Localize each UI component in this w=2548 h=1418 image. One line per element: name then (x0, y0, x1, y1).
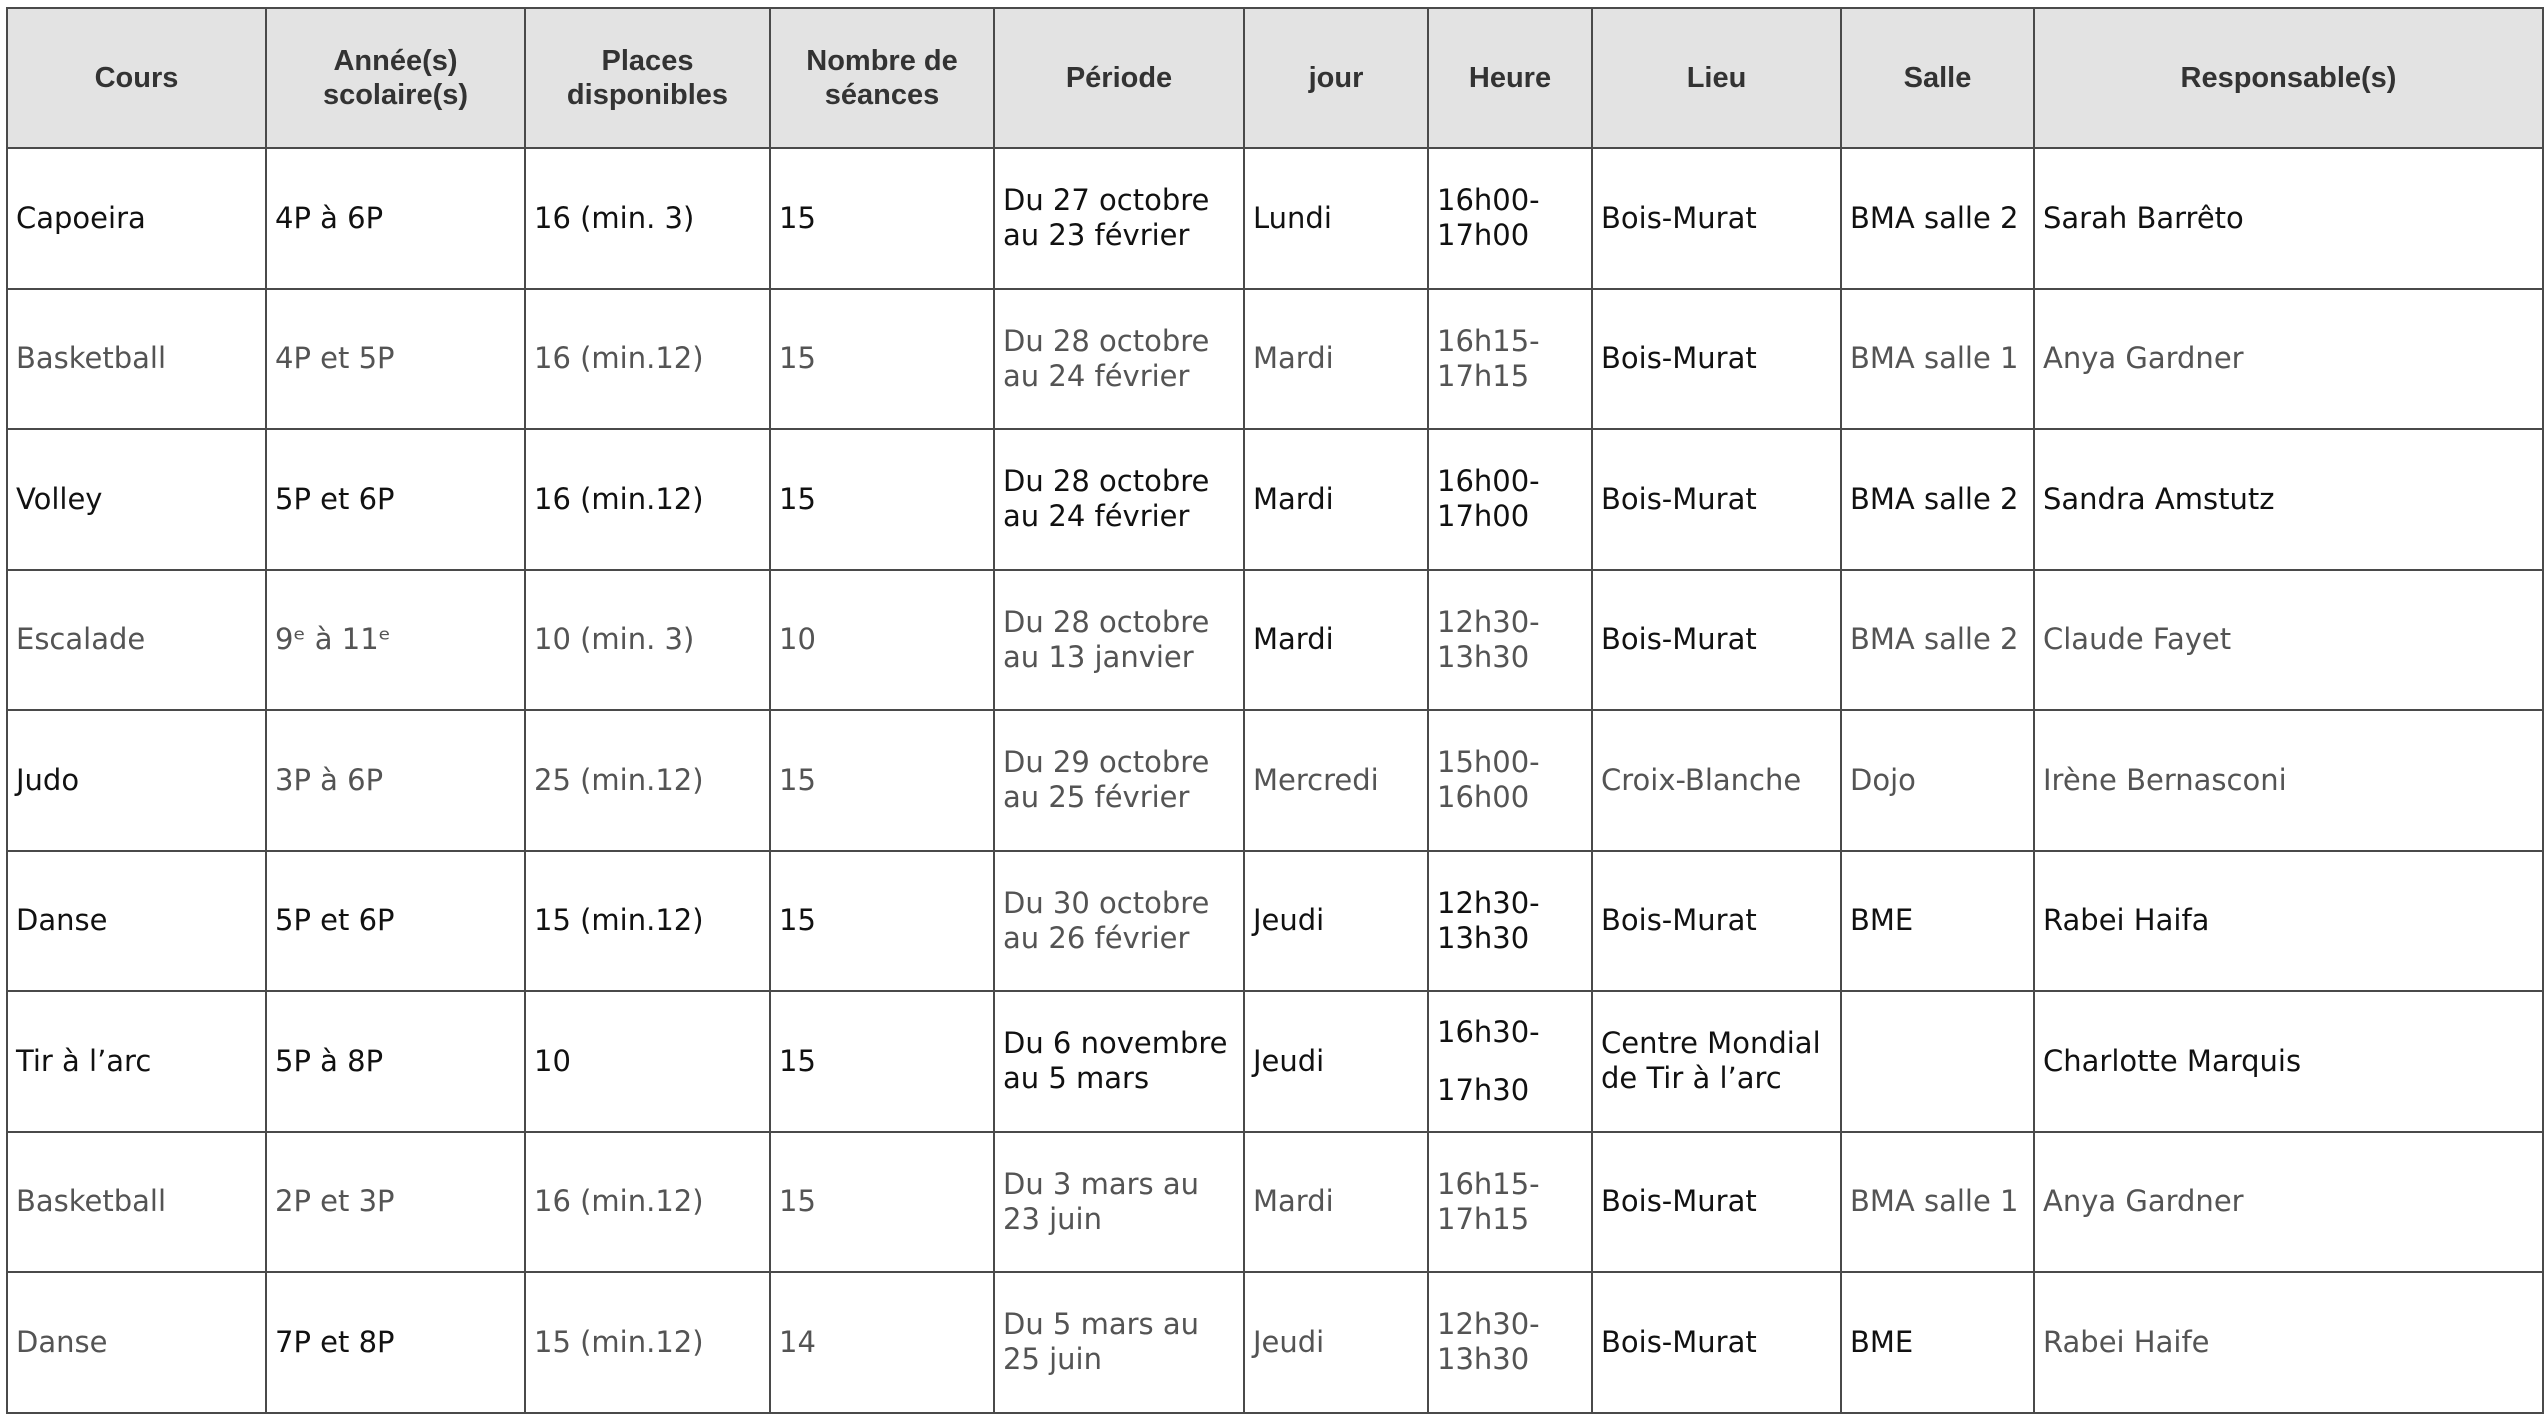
cell-salle: BMA salle 2 (1841, 429, 2034, 570)
header-annees: Année(s) scolaire(s) (266, 8, 525, 148)
table-row (7, 1132, 2543, 1273)
cell-salle: BMA salle 1 (1841, 1132, 2034, 1273)
cell-heure: 16h30-17h30 (1428, 991, 1592, 1132)
cell-seances: 14 (770, 1272, 994, 1413)
cell-periode: Du 28 octobre au 24 février (994, 289, 1244, 430)
cell-places: 15 (min.12) (525, 1272, 770, 1413)
header-periode: Période (994, 8, 1244, 148)
cell-salle: BMA salle 2 (1841, 148, 2034, 289)
cell-annees: 4P et 5P (266, 289, 525, 430)
cell-seances: 10 (770, 570, 994, 711)
cell-places: 16 (min. 3) (525, 148, 770, 289)
cell-places: 10 (525, 991, 770, 1132)
cell-periode: Du 30 octobre au 26 février (994, 851, 1244, 992)
table-row (7, 851, 2543, 992)
cell-jour: Lundi (1244, 148, 1428, 289)
cell-responsable: Irène Bernasconi (2034, 710, 2543, 851)
cell-responsable: Sarah Barrêto (2034, 148, 2543, 289)
cell-cours: Basketball (7, 289, 266, 430)
cell-heure: 15h00-16h00 (1428, 710, 1592, 851)
cell-heure: 12h30-13h30 (1428, 570, 1592, 711)
cell-periode: Du 6 novembre au 5 mars (994, 991, 1244, 1132)
cell-jour: Mardi (1244, 570, 1428, 711)
cell-salle: BME (1841, 1272, 2034, 1413)
cell-salle: BME (1841, 851, 2034, 992)
cell-annees: 2P et 3P (266, 1132, 525, 1273)
cell-places: 15 (min.12) (525, 851, 770, 992)
cell-annees: 3P à 6P (266, 710, 525, 851)
header-responsable: Responsable(s) (2034, 8, 2543, 148)
cell-salle (1841, 991, 2034, 1132)
cell-cours: Tir à l’arc (7, 991, 266, 1132)
cell-seances: 15 (770, 1132, 994, 1273)
cell-places: 16 (min.12) (525, 1132, 770, 1273)
cell-places: 10 (min. 3) (525, 570, 770, 711)
cell-jour: Mardi (1244, 289, 1428, 430)
cell-lieu: Bois-Murat (1592, 1132, 1841, 1273)
cell-lieu: Bois-Murat (1592, 1272, 1841, 1413)
table-row (7, 429, 2543, 570)
cell-heure: 16h15-17h15 (1428, 1132, 1592, 1273)
table-row (7, 570, 2543, 711)
cell-seances: 15 (770, 851, 994, 992)
cell-seances: 15 (770, 710, 994, 851)
cell-periode: Du 27 octobre au 23 février (994, 148, 1244, 289)
cell-lieu: Bois-Murat (1592, 148, 1841, 289)
cell-places: 16 (min.12) (525, 289, 770, 430)
cell-cours: Danse (7, 1272, 266, 1413)
cell-lieu: Bois-Murat (1592, 851, 1841, 992)
table-row (7, 148, 2543, 289)
cell-lieu: Croix-Blanche (1592, 710, 1841, 851)
cell-responsable: Sandra Amstutz (2034, 429, 2543, 570)
cell-responsable: Anya Gardner (2034, 289, 2543, 430)
cell-jour: Mercredi (1244, 710, 1428, 851)
table-header (7, 8, 2543, 148)
cell-salle: BMA salle 2 (1841, 570, 2034, 711)
cell-annees: 5P et 6P (266, 851, 525, 992)
cell-cours: Volley (7, 429, 266, 570)
header-places: Places disponibles (525, 8, 770, 148)
header-row (7, 8, 2543, 148)
cell-periode: Du 5 mars au 25 juin (994, 1272, 1244, 1413)
table-row (7, 1272, 2543, 1413)
cell-heure: 16h00-17h00 (1428, 148, 1592, 289)
cell-responsable: Rabei Haife (2034, 1272, 2543, 1413)
header-seances: Nombre de séances (770, 8, 994, 148)
cell-responsable: Rabei Haifa (2034, 851, 2543, 992)
cell-cours: Escalade (7, 570, 266, 711)
cell-seances: 15 (770, 289, 994, 430)
header-lieu: Lieu (1592, 8, 1841, 148)
cell-jour: Jeudi (1244, 991, 1428, 1132)
header-cours: Cours (7, 8, 266, 148)
cell-periode: Du 28 octobre au 13 janvier (994, 570, 1244, 711)
cell-responsable: Claude Fayet (2034, 570, 2543, 711)
cell-heure: 16h15-17h15 (1428, 289, 1592, 430)
table-row (7, 991, 2543, 1132)
cell-responsable: Charlotte Marquis (2034, 991, 2543, 1132)
header-salle: Salle (1841, 8, 2034, 148)
cell-salle: BMA salle 1 (1841, 289, 2034, 430)
cell-heure: 12h30-13h30 (1428, 851, 1592, 992)
courses-table (6, 7, 2544, 1414)
cell-lieu: Centre Mondial de Tir à l’arc (1592, 991, 1841, 1132)
cell-jour: Mardi (1244, 1132, 1428, 1273)
cell-cours: Basketball (7, 1132, 266, 1273)
cell-lieu: Bois-Murat (1592, 570, 1841, 711)
cell-seances: 15 (770, 429, 994, 570)
cell-annees: 4P à 6P (266, 148, 525, 289)
cell-places: 25 (min.12) (525, 710, 770, 851)
header-jour: jour (1244, 8, 1428, 148)
cell-periode: Du 29 octobre au 25 février (994, 710, 1244, 851)
cell-responsable: Anya Gardner (2034, 1132, 2543, 1273)
cell-annees: 5P et 6P (266, 429, 525, 570)
cell-places: 16 (min.12) (525, 429, 770, 570)
header-heure: Heure (1428, 8, 1592, 148)
table-body (7, 148, 2543, 1413)
table-row (7, 710, 2543, 851)
cell-lieu: Bois-Murat (1592, 429, 1841, 570)
cell-jour: Jeudi (1244, 1272, 1428, 1413)
cell-jour: Jeudi (1244, 851, 1428, 992)
cell-heure: 16h00-17h00 (1428, 429, 1592, 570)
cell-lieu: Bois-Murat (1592, 289, 1841, 430)
cell-annees: 9ᵉ à 11ᵉ (266, 570, 525, 711)
cell-annees: 7P et 8P (266, 1272, 525, 1413)
table-row (7, 289, 2543, 430)
cell-seances: 15 (770, 991, 994, 1132)
cell-jour: Mardi (1244, 429, 1428, 570)
cell-heure: 12h30-13h30 (1428, 1272, 1592, 1413)
cell-salle: Dojo (1841, 710, 2034, 851)
cell-cours: Danse (7, 851, 266, 992)
cell-cours: Capoeira (7, 148, 266, 289)
cell-seances: 15 (770, 148, 994, 289)
cell-periode: Du 3 mars au 23 juin (994, 1132, 1244, 1273)
cell-periode: Du 28 octobre au 24 février (994, 429, 1244, 570)
cell-cours: Judo (7, 710, 266, 851)
cell-annees: 5P à 8P (266, 991, 525, 1132)
